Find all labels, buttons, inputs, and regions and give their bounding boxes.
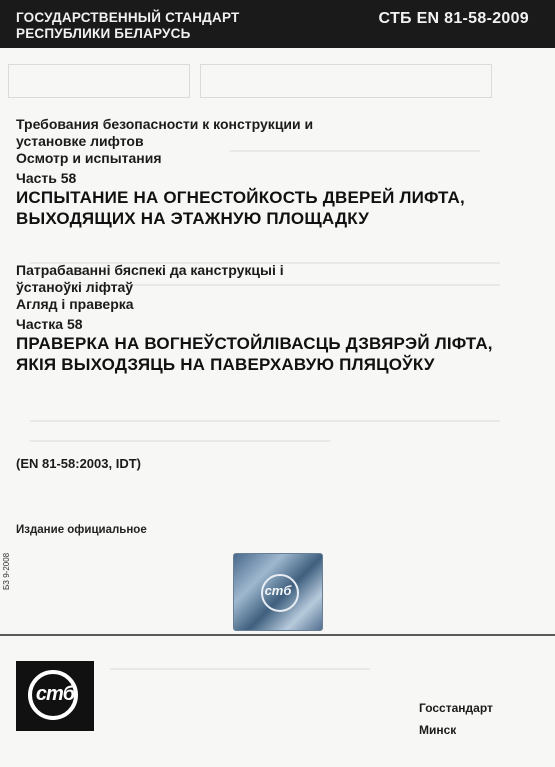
title-by-line-3: Агляд і праверка [16,296,134,312]
vertical-code: БЗ 9-2008 [2,552,11,590]
show-through-line [30,420,500,422]
title-ru-line-2: установке лифтов [16,133,144,149]
title-ru-line-3: Осмотр и испытания [16,150,162,166]
publisher-block [419,697,493,741]
edition-label: Издание официальное [16,524,147,536]
header-bar [0,0,555,48]
publisher-city: Минск [419,723,457,737]
title-ru-part: Часть 58 [16,170,77,186]
title-block [16,116,536,375]
hologram-text: стб [264,583,292,598]
issuing-organization [16,10,239,42]
title-ru-heading-2: ВЫХОДЯЩИХ НА ЭТАЖНУЮ ПЛОЩАДКУ [16,209,370,228]
logo-text: стб [35,683,75,705]
title-ru-heading-1: ИСПЫТАНИЕ НА ОГНЕСТОЙКОСТЬ ДВЕРЕЙ ЛИФТА, [16,188,465,207]
org-line-2: РЕСПУБЛИКИ БЕЛАРУСЬ [16,26,191,41]
title-by-heading-1: ПРАВЕРКА НА ВОГНЕЎСТОЙЛІВАСЦЬ ДЗВЯРЭЙ ЛІФТА, [16,334,493,353]
title-russian [16,116,536,229]
show-through-box [8,64,190,98]
publisher-name: Госстандарт [419,701,493,715]
hologram-sticker [233,553,323,631]
show-through-line [30,440,330,442]
title-belarusian [16,262,536,375]
title-by-heading-2: ЯКІЯ ВЫХОДЗЯЦЬ НА ПАВЕРХАВУЮ ПЛЯЦОЎКУ [16,355,435,374]
stb-logo [16,661,94,731]
org-line-1: ГОСУДАРСТВЕННЫЙ СТАНДАРТ [16,10,240,25]
title-ru-line-1: Требования безопасности к конструкции и [16,116,314,132]
standard-code: СТБ EN 81-58-2009 [378,10,529,27]
en-reference: (EN 81-58:2003, IDT) [16,456,141,471]
divider-line [0,634,555,636]
title-by-line-2: ўстаноўкі ліфтаў [16,279,134,295]
show-through-box [200,64,492,98]
title-by-part: Частка 58 [16,316,83,332]
show-through-line [110,668,370,670]
title-by-line-1: Патрабаванні бяспекі да канструкцыі і [16,262,284,278]
